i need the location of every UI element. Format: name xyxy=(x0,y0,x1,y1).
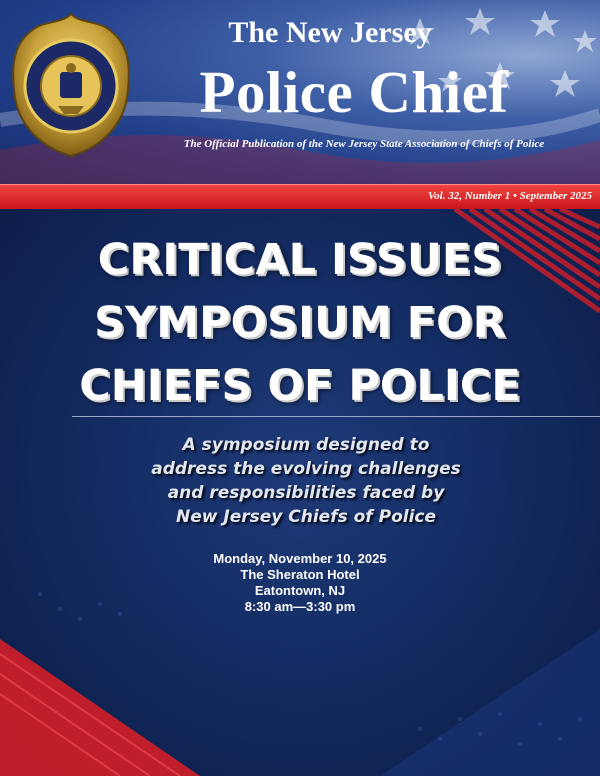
event-date: Monday, November 10, 2025 xyxy=(213,551,387,566)
event-details xyxy=(0,551,600,615)
event-venue: The Sheraton Hotel xyxy=(240,567,360,582)
tagline-line-2: address the evolving challenges xyxy=(151,459,461,479)
tagline-line-4: New Jersey Chiefs of Police xyxy=(175,507,437,527)
headline-line-2: SYMPOSIUM FOR xyxy=(94,298,506,348)
headline-line-3: CHIEFS OF POLICE xyxy=(79,361,521,411)
tagline-line-1: A symposium designed to xyxy=(182,435,430,455)
magazine-title-line1: The New Jersey xyxy=(228,16,432,49)
headline xyxy=(0,229,600,418)
magazine-subtitle: The Official Publication of the New Jersey State Association of Chiefs of Police xyxy=(183,138,545,150)
divider xyxy=(72,416,600,417)
cover-body xyxy=(0,209,600,776)
tagline xyxy=(0,433,600,529)
masthead xyxy=(0,0,600,184)
magazine-title: Police Chief xyxy=(199,59,509,125)
event-location: Eatontown, NJ xyxy=(254,583,346,598)
event-time: 8:30 am—3:30 pm xyxy=(244,599,356,614)
headline-line-1: CRITICAL ISSUES xyxy=(97,235,503,285)
issue-bar xyxy=(0,184,600,209)
issue-label: Vol. 32, Number 1 • September 2025 xyxy=(428,190,592,202)
tagline-line-3: and responsibilities faced by xyxy=(167,483,445,503)
